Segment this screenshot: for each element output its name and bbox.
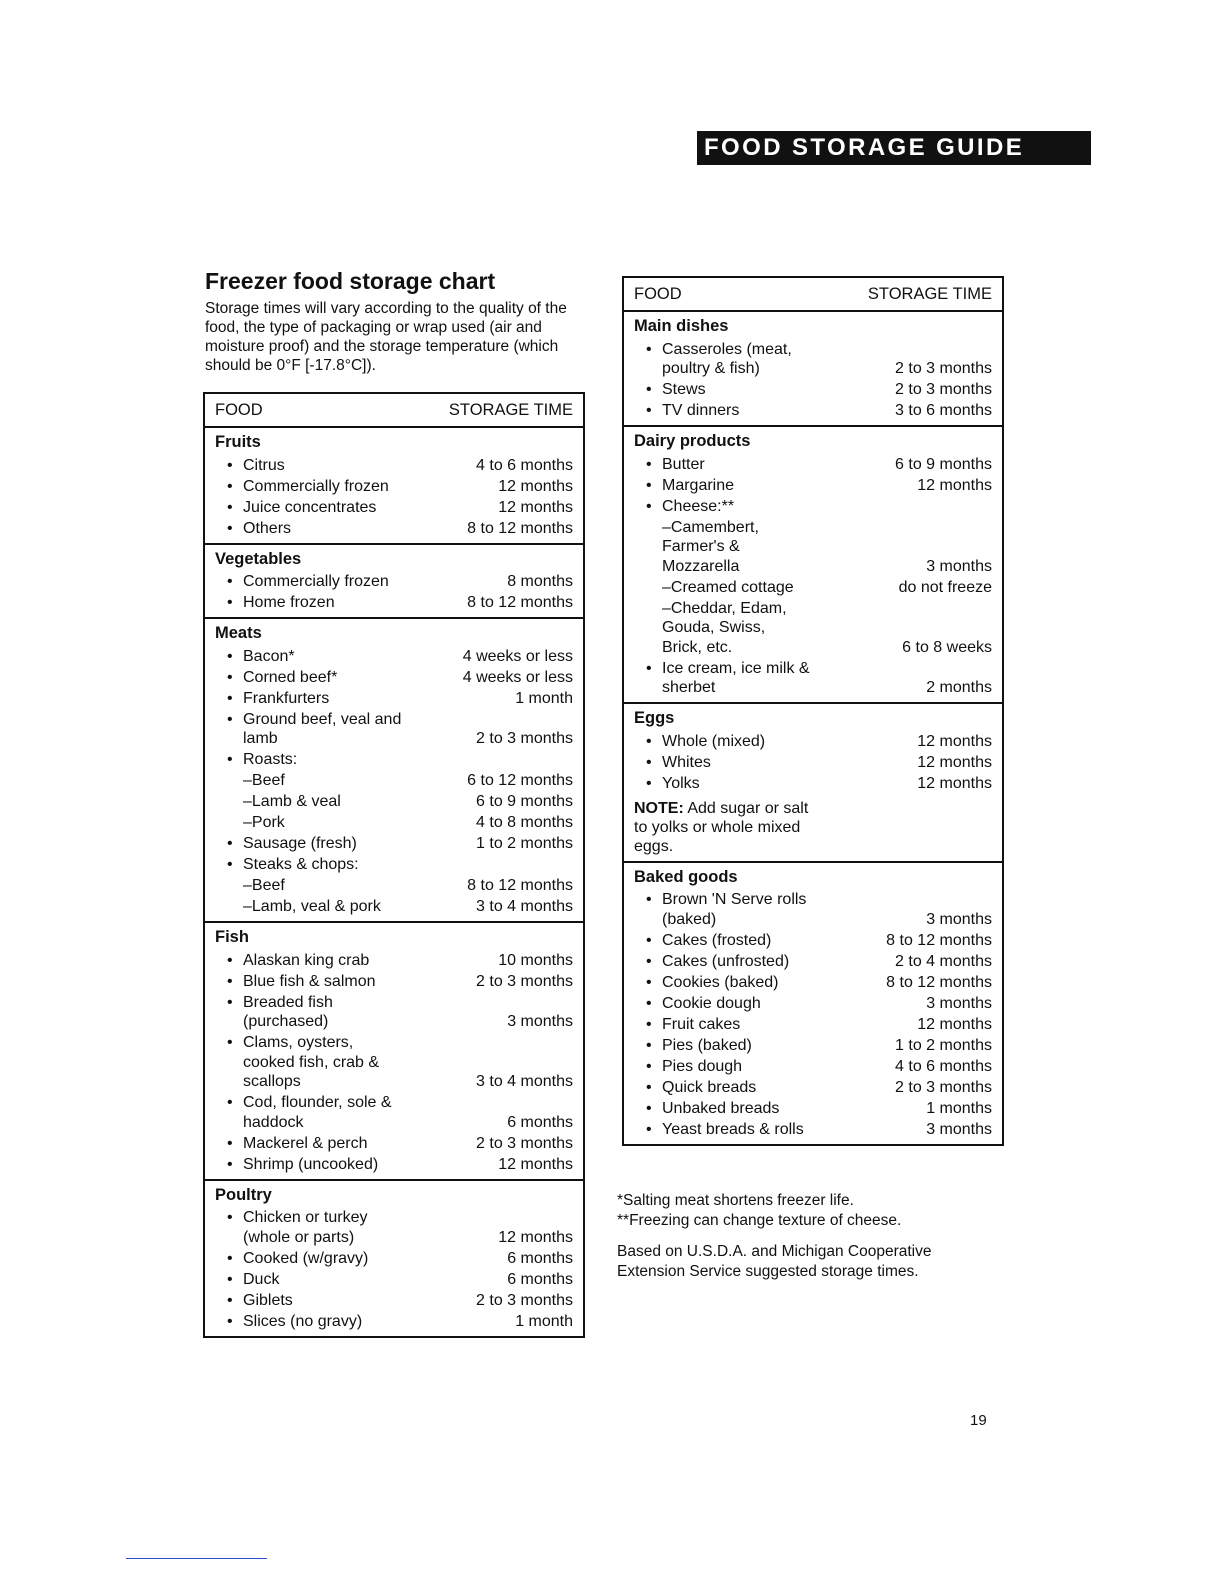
food-label: Corned beef* <box>243 668 338 686</box>
storage-time: 12 months <box>498 498 573 516</box>
storage-time: 12 months <box>498 1155 573 1173</box>
food-label: Clams, oysters, cooked fish, crab & scallops <box>243 1034 380 1090</box>
table-section <box>205 545 583 620</box>
bullet-icon: • <box>227 477 233 495</box>
table-row <box>215 1249 573 1269</box>
bullet-icon: • <box>227 647 233 665</box>
food-label: Unbaked breads <box>662 1099 780 1117</box>
storage-time: 12 months <box>917 753 992 771</box>
food-label: Breaded fish (purchased) <box>243 993 333 1030</box>
storage-time: 2 to 3 months <box>476 1291 573 1309</box>
section-title: Main dishes <box>634 317 729 335</box>
bullet-icon: • <box>646 1078 652 1096</box>
chart-title: Freezer food storage chart <box>205 268 496 294</box>
storage-time: 4 weeks or less <box>462 647 573 665</box>
bullet-icon: • <box>646 891 652 908</box>
storage-time: 1 to 2 months <box>476 835 573 852</box>
storage-time: do not freeze <box>898 578 992 596</box>
storage-time: 1 month <box>515 689 573 707</box>
table-body <box>624 312 1002 1144</box>
bullet-icon: • <box>646 732 652 750</box>
table-section <box>624 863 1002 1144</box>
food-label: Commercially frozen <box>243 477 389 495</box>
storage-time: 6 months <box>507 1113 573 1131</box>
food-label: Brown 'N Serve rolls (baked) <box>662 891 807 928</box>
food-label: Ice cream, ice milk & sherbet <box>662 659 810 696</box>
bullet-icon: • <box>227 751 233 768</box>
page-number: 19 <box>970 1412 987 1429</box>
storage-time: 2 months <box>926 679 992 696</box>
food-label: Casseroles (meat, poultry & fish) <box>662 340 792 377</box>
table-row <box>634 599 992 658</box>
bullet-icon: • <box>227 951 233 969</box>
table-row <box>215 1033 573 1092</box>
table-section <box>624 312 1002 427</box>
table-row <box>634 455 992 475</box>
section-title: Vegetables <box>215 549 302 568</box>
storage-time: 8 to 12 months <box>467 877 573 894</box>
section-note <box>634 795 992 858</box>
bullet-icon: • <box>227 1270 233 1288</box>
table-row <box>215 897 573 917</box>
table-row <box>215 668 573 688</box>
table-row <box>215 1270 573 1290</box>
storage-time: 3 months <box>926 994 992 1012</box>
bullet-icon: • <box>646 1015 652 1033</box>
food-label: Fruit cakes <box>662 1015 741 1033</box>
bullet-icon: • <box>646 497 652 515</box>
table-row <box>634 774 992 794</box>
table-row <box>634 931 992 951</box>
bullet-icon: • <box>227 456 233 474</box>
storage-time: 3 months <box>507 1013 573 1030</box>
table-row <box>215 813 573 833</box>
storage-table-right <box>622 276 1004 1146</box>
bullet-icon: • <box>227 856 233 873</box>
col-food-header: FOOD <box>634 284 682 303</box>
food-label: Shrimp (uncooked) <box>243 1155 379 1173</box>
bullet-icon: • <box>646 659 652 677</box>
food-label: Juice concentrates <box>243 498 377 516</box>
storage-time: 2 to 3 months <box>476 1134 573 1152</box>
table-section <box>624 427 1002 704</box>
storage-time: 4 weeks or less <box>462 668 573 686</box>
storage-time: 3 months <box>926 1120 992 1138</box>
section-title: Meats <box>215 624 262 642</box>
table-row <box>215 1134 573 1154</box>
table-row <box>634 1120 992 1140</box>
table-row <box>634 659 992 698</box>
table-row <box>215 771 573 791</box>
table-row <box>634 753 992 773</box>
bullet-icon: • <box>227 1312 233 1330</box>
table-row <box>215 572 573 592</box>
food-label: Cooked (w/gravy) <box>243 1249 369 1267</box>
storage-time: 3 months <box>926 557 992 575</box>
food-label: Stews <box>662 381 706 398</box>
table-row <box>215 1093 573 1132</box>
table-row <box>634 994 992 1014</box>
col-food-header: FOOD <box>215 400 263 419</box>
food-label: –Lamb & veal <box>243 793 341 810</box>
table-row <box>215 689 573 709</box>
table-row <box>634 401 992 421</box>
table-row <box>634 890 992 929</box>
table-row <box>634 1078 992 1098</box>
food-label: Chicken or turkey (whole or parts) <box>243 1209 368 1246</box>
storage-time: 3 to 4 months <box>476 1073 573 1090</box>
table-row <box>215 834 573 854</box>
food-label: Pies (baked) <box>662 1036 752 1054</box>
table-row <box>634 380 992 400</box>
food-label: Alaskan king crab <box>243 951 370 969</box>
table-section <box>205 923 583 1181</box>
food-label: Sausage (fresh) <box>243 835 357 852</box>
table-row <box>215 1155 573 1175</box>
bullet-icon: • <box>227 710 233 728</box>
bullet-icon: • <box>646 753 652 771</box>
food-label: Cheese:** <box>662 497 735 515</box>
storage-time: 12 months <box>917 732 992 750</box>
food-label: Butter <box>662 455 705 473</box>
bullet-icon: • <box>646 340 652 358</box>
bullet-icon: • <box>227 1094 233 1111</box>
storage-time: 2 to 3 months <box>476 972 573 990</box>
storage-time: 2 to 3 months <box>895 1078 992 1096</box>
table-row <box>634 1099 992 1119</box>
storage-time: 3 to 4 months <box>476 898 573 915</box>
food-label: Duck <box>243 1270 280 1288</box>
storage-time: 4 to 8 months <box>476 814 573 831</box>
storage-time: 6 to 12 months <box>467 772 573 789</box>
section-title: Poultry <box>215 1185 272 1204</box>
storage-time: 4 to 6 months <box>476 456 573 474</box>
table-row <box>634 476 992 496</box>
table-row <box>215 993 573 1032</box>
table-row <box>215 1312 573 1332</box>
section-title: Baked goods <box>634 867 738 886</box>
table-row <box>634 1015 992 1035</box>
storage-time: 2 to 3 months <box>895 381 992 398</box>
storage-table-left <box>203 392 585 1338</box>
table-row <box>215 519 573 539</box>
section-title: Fruits <box>215 433 261 451</box>
table-row <box>215 1291 573 1311</box>
food-label: Citrus <box>243 456 285 474</box>
bullet-icon: • <box>227 1034 233 1051</box>
food-label: Commercially frozen <box>243 573 389 590</box>
bullet-icon: • <box>646 1057 652 1075</box>
food-label: –Lamb, veal & pork <box>243 898 381 915</box>
table-row <box>215 477 573 497</box>
storage-time: 8 months <box>507 573 573 590</box>
table-row <box>634 732 992 752</box>
food-label: –Beef <box>243 877 285 894</box>
footnote-freezing: **Freezing can change texture of cheese. <box>617 1212 902 1229</box>
table-row <box>634 973 992 993</box>
bullet-icon: • <box>227 519 233 537</box>
food-label: –Cheddar, Edam, Gouda, Swiss, Brick, etc. <box>662 599 787 656</box>
chart-intro: Storage times will vary according to the quality of the food, the type of packaging or wrap used (air and moisture proof) and the storage temperature (which should be 0°F [-17.8°C]). <box>205 300 567 374</box>
storage-time: 6 months <box>507 1270 573 1288</box>
food-label: Whole (mixed) <box>662 732 766 750</box>
note-label: NOTE: <box>634 799 684 817</box>
food-label: Slices (no gravy) <box>243 1312 363 1330</box>
bottom-rule <box>126 1558 267 1559</box>
table-row <box>634 1057 992 1077</box>
table-header <box>624 278 1002 312</box>
col-time-header: STORAGE TIME <box>448 400 573 419</box>
food-label: Cod, flounder, sole & haddock <box>243 1094 392 1131</box>
table-row <box>215 951 573 971</box>
table-row <box>215 750 573 770</box>
bullet-icon: • <box>227 498 233 516</box>
food-label: –Pork <box>243 814 285 831</box>
storage-time: 12 months <box>498 1228 573 1246</box>
food-label: Yeast breads & rolls <box>662 1120 804 1138</box>
storage-time: 8 to 12 months <box>886 931 992 949</box>
storage-time: 3 to 6 months <box>895 402 992 419</box>
section-banner: FOOD STORAGE GUIDE <box>697 131 1091 165</box>
bullet-icon: • <box>646 931 652 949</box>
storage-time: 6 months <box>507 1249 573 1267</box>
bullet-icon: • <box>227 835 233 852</box>
food-label: Bacon* <box>243 647 295 665</box>
storage-time: 6 to 9 months <box>476 793 573 810</box>
bullet-icon: • <box>646 476 652 494</box>
bullet-icon: • <box>646 1120 652 1138</box>
storage-time: 2 to 3 months <box>476 730 573 747</box>
storage-time: 10 months <box>498 951 573 969</box>
storage-time: 12 months <box>498 477 573 495</box>
table-row <box>215 876 573 896</box>
storage-time: 2 to 3 months <box>895 360 992 377</box>
bullet-icon: • <box>646 1036 652 1054</box>
storage-time: 1 month <box>515 1312 573 1330</box>
food-label: Quick breads <box>662 1078 757 1096</box>
table-row <box>215 972 573 992</box>
table-row <box>215 792 573 812</box>
table-row <box>215 710 573 749</box>
bullet-icon: • <box>646 402 652 419</box>
footnote-salting: *Salting meat shortens freezer life. <box>617 1192 854 1209</box>
food-label: –Beef <box>243 772 285 789</box>
food-label: Frankfurters <box>243 689 330 707</box>
bullet-icon: • <box>646 994 652 1012</box>
food-label: Cookies (baked) <box>662 973 779 991</box>
bullet-icon: • <box>227 689 233 707</box>
food-label: TV dinners <box>662 402 740 419</box>
food-label: Roasts: <box>243 751 298 768</box>
table-row <box>215 593 573 613</box>
bullet-icon: • <box>227 993 233 1011</box>
table-section <box>205 428 583 545</box>
bullet-icon: • <box>227 668 233 686</box>
food-label: Cookie dough <box>662 994 761 1012</box>
bullet-icon: • <box>646 1099 652 1117</box>
table-header <box>205 394 583 428</box>
table-row <box>215 498 573 518</box>
storage-time: 2 to 4 months <box>895 952 992 970</box>
food-label: Cakes (frosted) <box>662 931 772 949</box>
storage-time: 6 to 8 weeks <box>902 638 992 656</box>
bullet-icon: • <box>646 973 652 991</box>
table-row <box>634 497 992 517</box>
section-title: Eggs <box>634 709 675 727</box>
table-row <box>634 1036 992 1056</box>
storage-time: 12 months <box>917 1015 992 1033</box>
food-label: Mackerel & perch <box>243 1134 368 1152</box>
table-row <box>215 456 573 476</box>
storage-time: 1 months <box>926 1099 992 1117</box>
table-row <box>215 1208 573 1247</box>
bullet-icon: • <box>646 455 652 473</box>
bullet-icon: • <box>227 573 233 590</box>
section-title: Dairy products <box>634 432 751 450</box>
food-label: Others <box>243 519 292 537</box>
bullet-icon: • <box>227 1249 233 1267</box>
bullet-icon: • <box>646 952 652 970</box>
bullet-icon: • <box>227 1155 233 1173</box>
bullet-icon: • <box>646 381 652 398</box>
food-label: Steaks & chops: <box>243 856 359 873</box>
bullet-icon: • <box>227 972 233 990</box>
storage-time: 1 to 2 months <box>895 1036 992 1054</box>
note-text: Add sugar or salt to yolks or whole mixed eggs. <box>634 799 809 855</box>
storage-time: 8 to 12 months <box>886 973 992 991</box>
storage-time: 6 to 9 months <box>895 455 992 473</box>
section-title: Fish <box>215 928 249 946</box>
bullet-icon: • <box>227 594 233 611</box>
storage-time: 12 months <box>917 476 992 494</box>
bullet-icon: • <box>646 774 652 792</box>
food-label: Whites <box>662 753 711 771</box>
bullet-icon: • <box>227 1134 233 1152</box>
bullet-icon: • <box>227 1291 233 1309</box>
storage-time: 12 months <box>917 774 992 792</box>
table-row <box>634 578 992 598</box>
table-section <box>624 704 1002 863</box>
food-label: –Creamed cottage <box>662 578 794 596</box>
table-row <box>215 647 573 667</box>
bullet-icon: • <box>227 1209 233 1226</box>
food-label: Pies dough <box>662 1057 743 1075</box>
footnote-source: Based on U.S.D.A. and Michigan Cooperative Extension Service suggested storage times. <box>617 1243 932 1280</box>
food-label: Yolks <box>662 774 700 792</box>
food-label: Giblets <box>243 1291 293 1309</box>
table-row <box>634 518 992 577</box>
table-body <box>205 428 583 1336</box>
table-row <box>634 340 992 379</box>
table-section <box>205 1181 583 1336</box>
food-label: Home frozen <box>243 594 335 611</box>
col-time-header: STORAGE TIME <box>867 284 992 303</box>
table-section <box>205 619 583 923</box>
food-label: Ground beef, veal and lamb <box>243 710 402 747</box>
table-row <box>634 952 992 972</box>
storage-time: 8 to 12 months <box>467 519 573 537</box>
storage-time: 4 to 6 months <box>895 1057 992 1075</box>
food-label: –Camembert, Farmer's & Mozzarella <box>662 518 759 575</box>
food-label: Margarine <box>662 476 735 494</box>
storage-time: 8 to 12 months <box>467 594 573 611</box>
food-label: Blue fish & salmon <box>243 972 376 990</box>
storage-time: 3 months <box>926 910 992 928</box>
food-label: Cakes (unfrosted) <box>662 952 790 970</box>
table-row <box>215 855 573 875</box>
